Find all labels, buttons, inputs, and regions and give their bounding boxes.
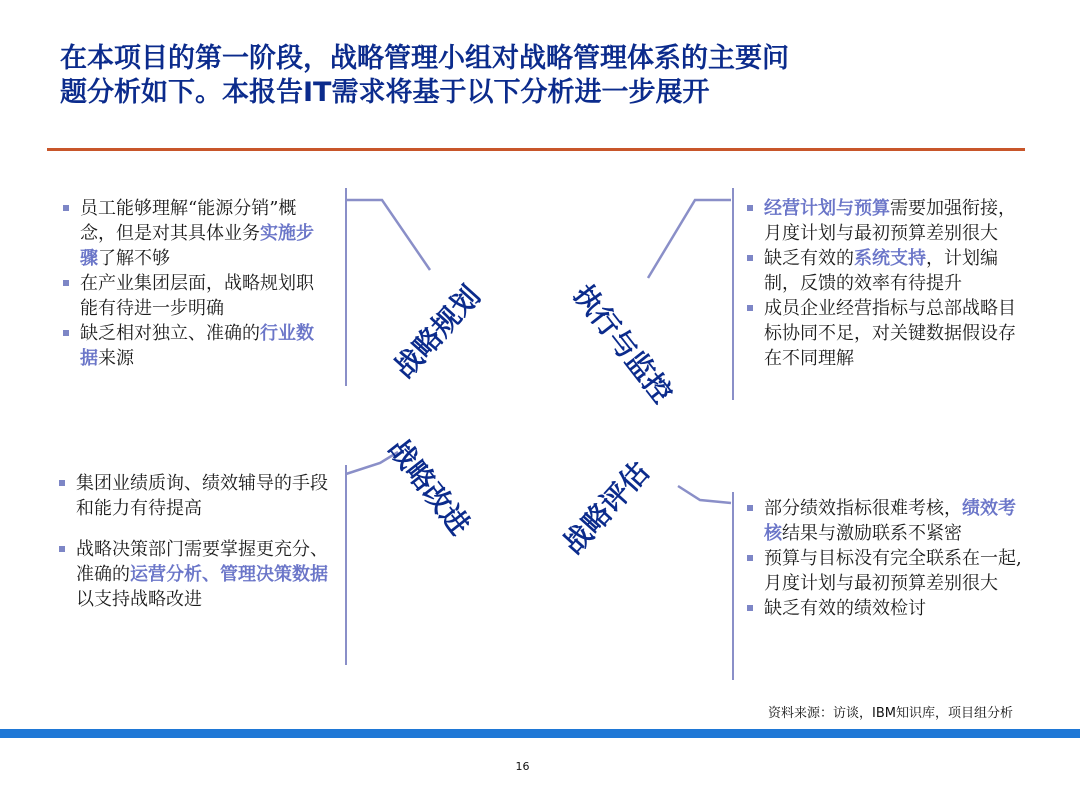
evaluation-connector-diagonal	[678, 486, 731, 503]
square-bullet-icon	[747, 255, 753, 261]
execution-issues	[744, 196, 1024, 371]
execution-connector-diagonal	[648, 200, 731, 278]
square-bullet-icon	[747, 205, 753, 211]
stage-label-planning: 战略规划	[387, 279, 487, 385]
issue-item	[60, 321, 320, 371]
issue-item	[744, 196, 1024, 246]
stage-label-execution: 执行与监控	[566, 278, 679, 410]
issue-item	[744, 246, 1024, 296]
issue-item	[60, 196, 320, 271]
issue-text: 战略决策部门需要掌握更充分、准确的	[76, 539, 328, 585]
improvement-connector-line	[345, 465, 347, 665]
execution-connector-line	[732, 188, 734, 400]
improvement-issues	[56, 471, 336, 612]
square-bullet-icon	[59, 480, 65, 486]
issue-text: 部分绩效指标很难考核，	[764, 498, 962, 519]
square-bullet-icon	[63, 330, 69, 336]
square-bullet-icon	[747, 605, 753, 611]
issue-text: 员工能够理解“能源分销”概念，但是对其具体业务	[80, 198, 297, 244]
issue-text: 结果与激励联系不紧密	[782, 523, 962, 544]
square-bullet-icon	[59, 546, 65, 552]
slide-title-line-1: 在本项目的第一阶段，战略管理小组对战略管理体系的主要问	[60, 43, 789, 74]
square-bullet-icon	[63, 280, 69, 286]
issue-item	[744, 596, 1024, 621]
footer-bar	[0, 729, 1080, 738]
issue-item	[56, 471, 336, 521]
title-divider	[47, 148, 1025, 151]
highlight-term: 绩效考核	[764, 498, 1016, 544]
evaluation-issues	[744, 496, 1024, 621]
slide-title	[60, 42, 960, 110]
issue-text: 集团业绩质询、绩效辅导的手段和能力有待提高	[76, 473, 328, 519]
issue-item	[56, 537, 336, 612]
stage-label-improvement: 战略改进	[381, 432, 477, 542]
slide-title-line-2: 题分析如下。本报告IT需求将基于以下分析进一步展开	[60, 77, 710, 108]
square-bullet-icon	[63, 205, 69, 211]
square-bullet-icon	[747, 555, 753, 561]
issue-text: 来源	[98, 348, 134, 369]
square-bullet-icon	[747, 305, 753, 311]
highlight-term: 实施步骤	[80, 223, 314, 269]
square-bullet-icon	[747, 505, 753, 511]
issue-text: 了解不够	[98, 248, 170, 269]
issue-item	[744, 546, 1024, 596]
issue-text: 缺乏相对独立、准确的	[80, 323, 260, 344]
issue-text: 缺乏有效的绩效检讨	[764, 598, 926, 619]
issue-text: 成员企业经营指标与总部战略目标协同不足，对关键数据假设存在不同理解	[764, 298, 1016, 369]
issue-item	[60, 271, 320, 321]
issue-item	[744, 296, 1024, 371]
highlight-term: 运营分析、管理决策数据	[130, 564, 328, 585]
issue-text: ，计划编制，反馈的效率有待提升	[764, 248, 998, 294]
issue-item	[744, 496, 1024, 546]
highlight-term: 系统支持	[854, 248, 926, 269]
highlight-term: 行业数据	[80, 323, 314, 369]
evaluation-connector-line	[732, 492, 734, 680]
planning-connector-diagonal	[346, 200, 430, 270]
planning-connector-line	[345, 188, 347, 386]
issue-text: 预算与目标没有完全联系在一起,月度计划与最初预算差别很大	[764, 548, 1022, 594]
planning-issues	[60, 196, 320, 371]
issue-text: 需要加强衔接，月度计划与最初预算差别很大	[764, 198, 1016, 244]
issue-text: 在产业集团层面，战略规划职能有待进一步明确	[80, 273, 314, 319]
issue-text: 以支持战略改进	[76, 589, 202, 610]
page-number: 16	[515, 760, 530, 773]
source-note: 资料来源：访谈，IBM知识库，项目组分析	[768, 706, 1013, 721]
issue-text: 缺乏有效的	[764, 248, 854, 269]
stage-label-evaluation: 战略评估	[556, 455, 656, 561]
highlight-term: 经营计划与预算	[764, 198, 890, 219]
